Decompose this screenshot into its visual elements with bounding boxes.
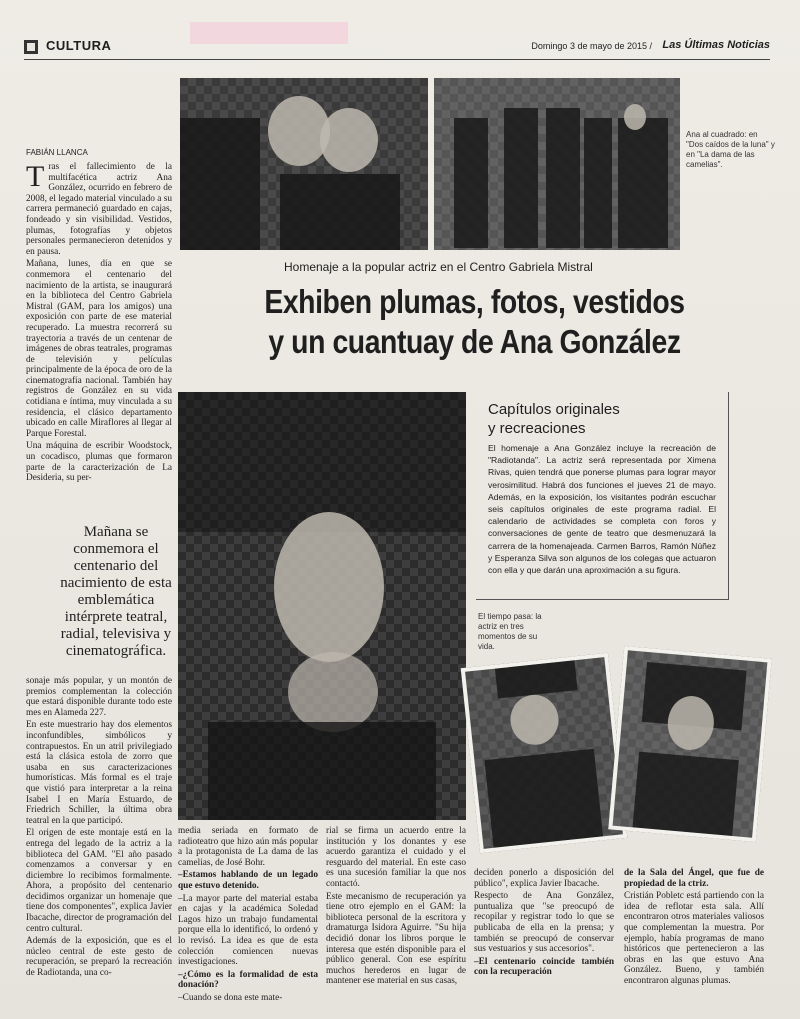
paragraph: Cristián Pobletc está partiendo con la idea de reflotar esta sala. Allí encontraron otros materiales valiosos que complementan la muestra. Por ejemplo, había programas de mano históricos que pertenecieron a las obras en las que estuvo Ana González. Bueno, y también encontraron algunas plumas.: [624, 891, 764, 986]
paragraph: Mañana, lunes, día en que se conmemora el centenario del nacimiento de la artista, se inaugurará en la biblioteca del Centro Gabriela Mistral (GAM, para los amigos) una exposición con parte de ese material recuperado. La muestra recorrerá su trayectoria a través de un centenar de imágenes de obras teatrales, programas de televisión y películas principalmente de la época de oro de la cinematografía nacional. También hay registros de González en su vida cotidiana e íntima, muy vinculada a su residencia, el clásico departamento ubicado en calle Miraflores al llegar al Parque Forestal.: [26, 259, 172, 439]
photo-ana-portrait: [608, 646, 771, 842]
byline: FABIÁN LLANCA: [26, 148, 88, 157]
paragraph: En este muestrario hay dos elementos inconfundibles, simbólicos y contrapuestos. En un atril privilegiado está la clásica estola de zorro que usaba en sus caracterizaciones humorísticas. Más formal es el traje que vistió para interpretar a la reina Isabel I en María Estuardo, de Friedrich Schiller, la última obra teatral en la que participó.: [26, 720, 172, 826]
interview-question: –Estamos hablando de un legado que estuvo detenido.: [178, 870, 318, 891]
paragraph: Tras el fallecimiento de la multifacética actriz Ana González, ocurrido en febrero de 2008, el legado material vinculado a su carrera permaneció guardado en cajas, fondeado y sin visibilidad. Vestidos, plumas, fotografías y objetos personales permanecieron detenidos y en pausa.: [26, 160, 172, 257]
header-rule: [24, 59, 770, 60]
caption-top-photos: Ana al cuadrado: en "Dos caídos de la luna" y en "La dama de las camelias".: [686, 130, 775, 169]
paragraph: Además de la exposición, que es el núcleo central de este gesto de recuperación, se preparó la recreación de Radiotanda, una co-: [26, 936, 172, 979]
column-3: [326, 826, 466, 989]
interview-question: –¿Cómo es la formalidad de esta donación?: [178, 969, 318, 991]
photo-ana-gonzalez-hat: [178, 392, 466, 820]
column-1-bottom: [26, 676, 172, 981]
paragraph: Respecto de Ana González, puntualiza que "se preocupó de recopilar y registrar todo lo que se publicaba de ella en la prensa; y también se preocupó de conservar sus vestuarios y sus accesorios".: [474, 891, 614, 955]
interview-question: –El centenario coincide también con la recuperación: [474, 956, 614, 978]
headline-line-2: y un cuantuay de Ana González: [268, 323, 681, 360]
issue-date: Domingo 3 de mayo de 2015 /: [531, 41, 652, 51]
headline-line-1: Exhiben plumas, fotos, vestidos: [264, 283, 685, 320]
drop-cap: T: [26, 160, 45, 193]
article-headline: [195, 282, 754, 362]
paragraph: Este mecanismo de recuperación ya tiene otro ejemplo en el GAM: la biblioteca personal de la escritora y dramaturga Isidora Aguirre. "Su hija decidió donar los libros porque le interesa que estén disponible para el público general. Con ese espíritu muchos herederos en lugar de mantener ese material en sus casas,: [326, 891, 466, 987]
column-5: [624, 868, 764, 989]
page-header: [24, 38, 770, 58]
photo-ana-character: [461, 653, 628, 853]
paragraph: rial se firma un acuerdo entre la institución y los donantes y ese acuerdo garantiza el cuidado y el resguardo del material. En este caso es una sucesión familiar la que nos contactó.: [326, 826, 466, 889]
interview-question: de la Sala del Ángel, que fue de propiedad de la ctriz.: [624, 868, 764, 889]
paragraph: deciden ponerlo a disposición del público", explica Javier Ibacache.: [474, 868, 614, 889]
paragraph: media seriada en formato de radioteatro que hizo aún más popular a la protagonista de La dama de las camelias, de José Bohr.: [178, 826, 318, 868]
sidebar-title: Capítulos originales y recreaciones: [488, 401, 620, 437]
paragraph: sonaje más popular, y un montón de premios complementan la colección que estará disponible durante todo este mes en Alameda 227.: [26, 676, 172, 718]
newspaper-name: Las Últimas Noticias: [662, 39, 770, 51]
paragraph: –La mayor parte del material estaba en cajas y la académica Soledad Lagos hizo un trabajo fundamental porque ella lo identificó, lo ordenó y lo revisó. La idea es que de esta colección comiencen nuevas investigaciones.: [178, 893, 318, 968]
paragraph: Una máquina de escribir Woodstock, un cocadisco, plumas que formaron parte de la caracterización de La Desideria, su per-: [26, 441, 172, 484]
article-kicker: Homenaje a la popular actriz en el Centro Gabriela Mistral: [284, 260, 593, 274]
section-name: CULTURA: [46, 38, 112, 53]
section-square-icon: [24, 40, 38, 54]
column-2: [178, 826, 318, 1006]
paragraph: El origen de este montaje está en la entrega del legado de la actriz a la biblioteca del GAM. "El año pasado comenzamos a conversar y en diciembre lo recibimos formalmente. Ahora, a propósito del centenario decidimos organizar un homenaje que tiene dos componentes", explica Javier Ibacache, director de programación del centro cultural.: [26, 828, 172, 934]
caption-bottom-photos: El tiempo pasa: la actriz en tres momentos de su vida.: [478, 612, 542, 651]
pull-quote: Mañana se conmemora el centenario del nacimiento de esta emblemática intérprete teatral, radial, televisiva y cinematográfica.: [60, 524, 172, 659]
column-4: [474, 868, 614, 980]
paragraph: –Cuando se dona este mate-: [178, 992, 283, 1003]
photo-stage-cast: [434, 78, 680, 250]
photo-couple: [180, 78, 428, 250]
sidebar-body: El homenaje a Ana González incluye la recreación de "Radiotanda". La actriz será representada por Ximena Rivas, quien tendrá que ponerse plumas para lograr mayor verosimilitud. Habrá dos funciones el jueves 21 de mayo. Además, en la exposición, los visitantes podrán escuchar seis capítulos originales de este programa radial. El calendario de actividades se completa con foros y conversaciones de gente de teatro que desmenuzará la carrera de la homenajeada. Carmen Barros, Ramón Núñez y Esperanza Silva son algunos de los colegas que actuaron con ella y que darán una aproximación a su figura.: [488, 443, 716, 576]
column-1-top: [26, 162, 172, 486]
